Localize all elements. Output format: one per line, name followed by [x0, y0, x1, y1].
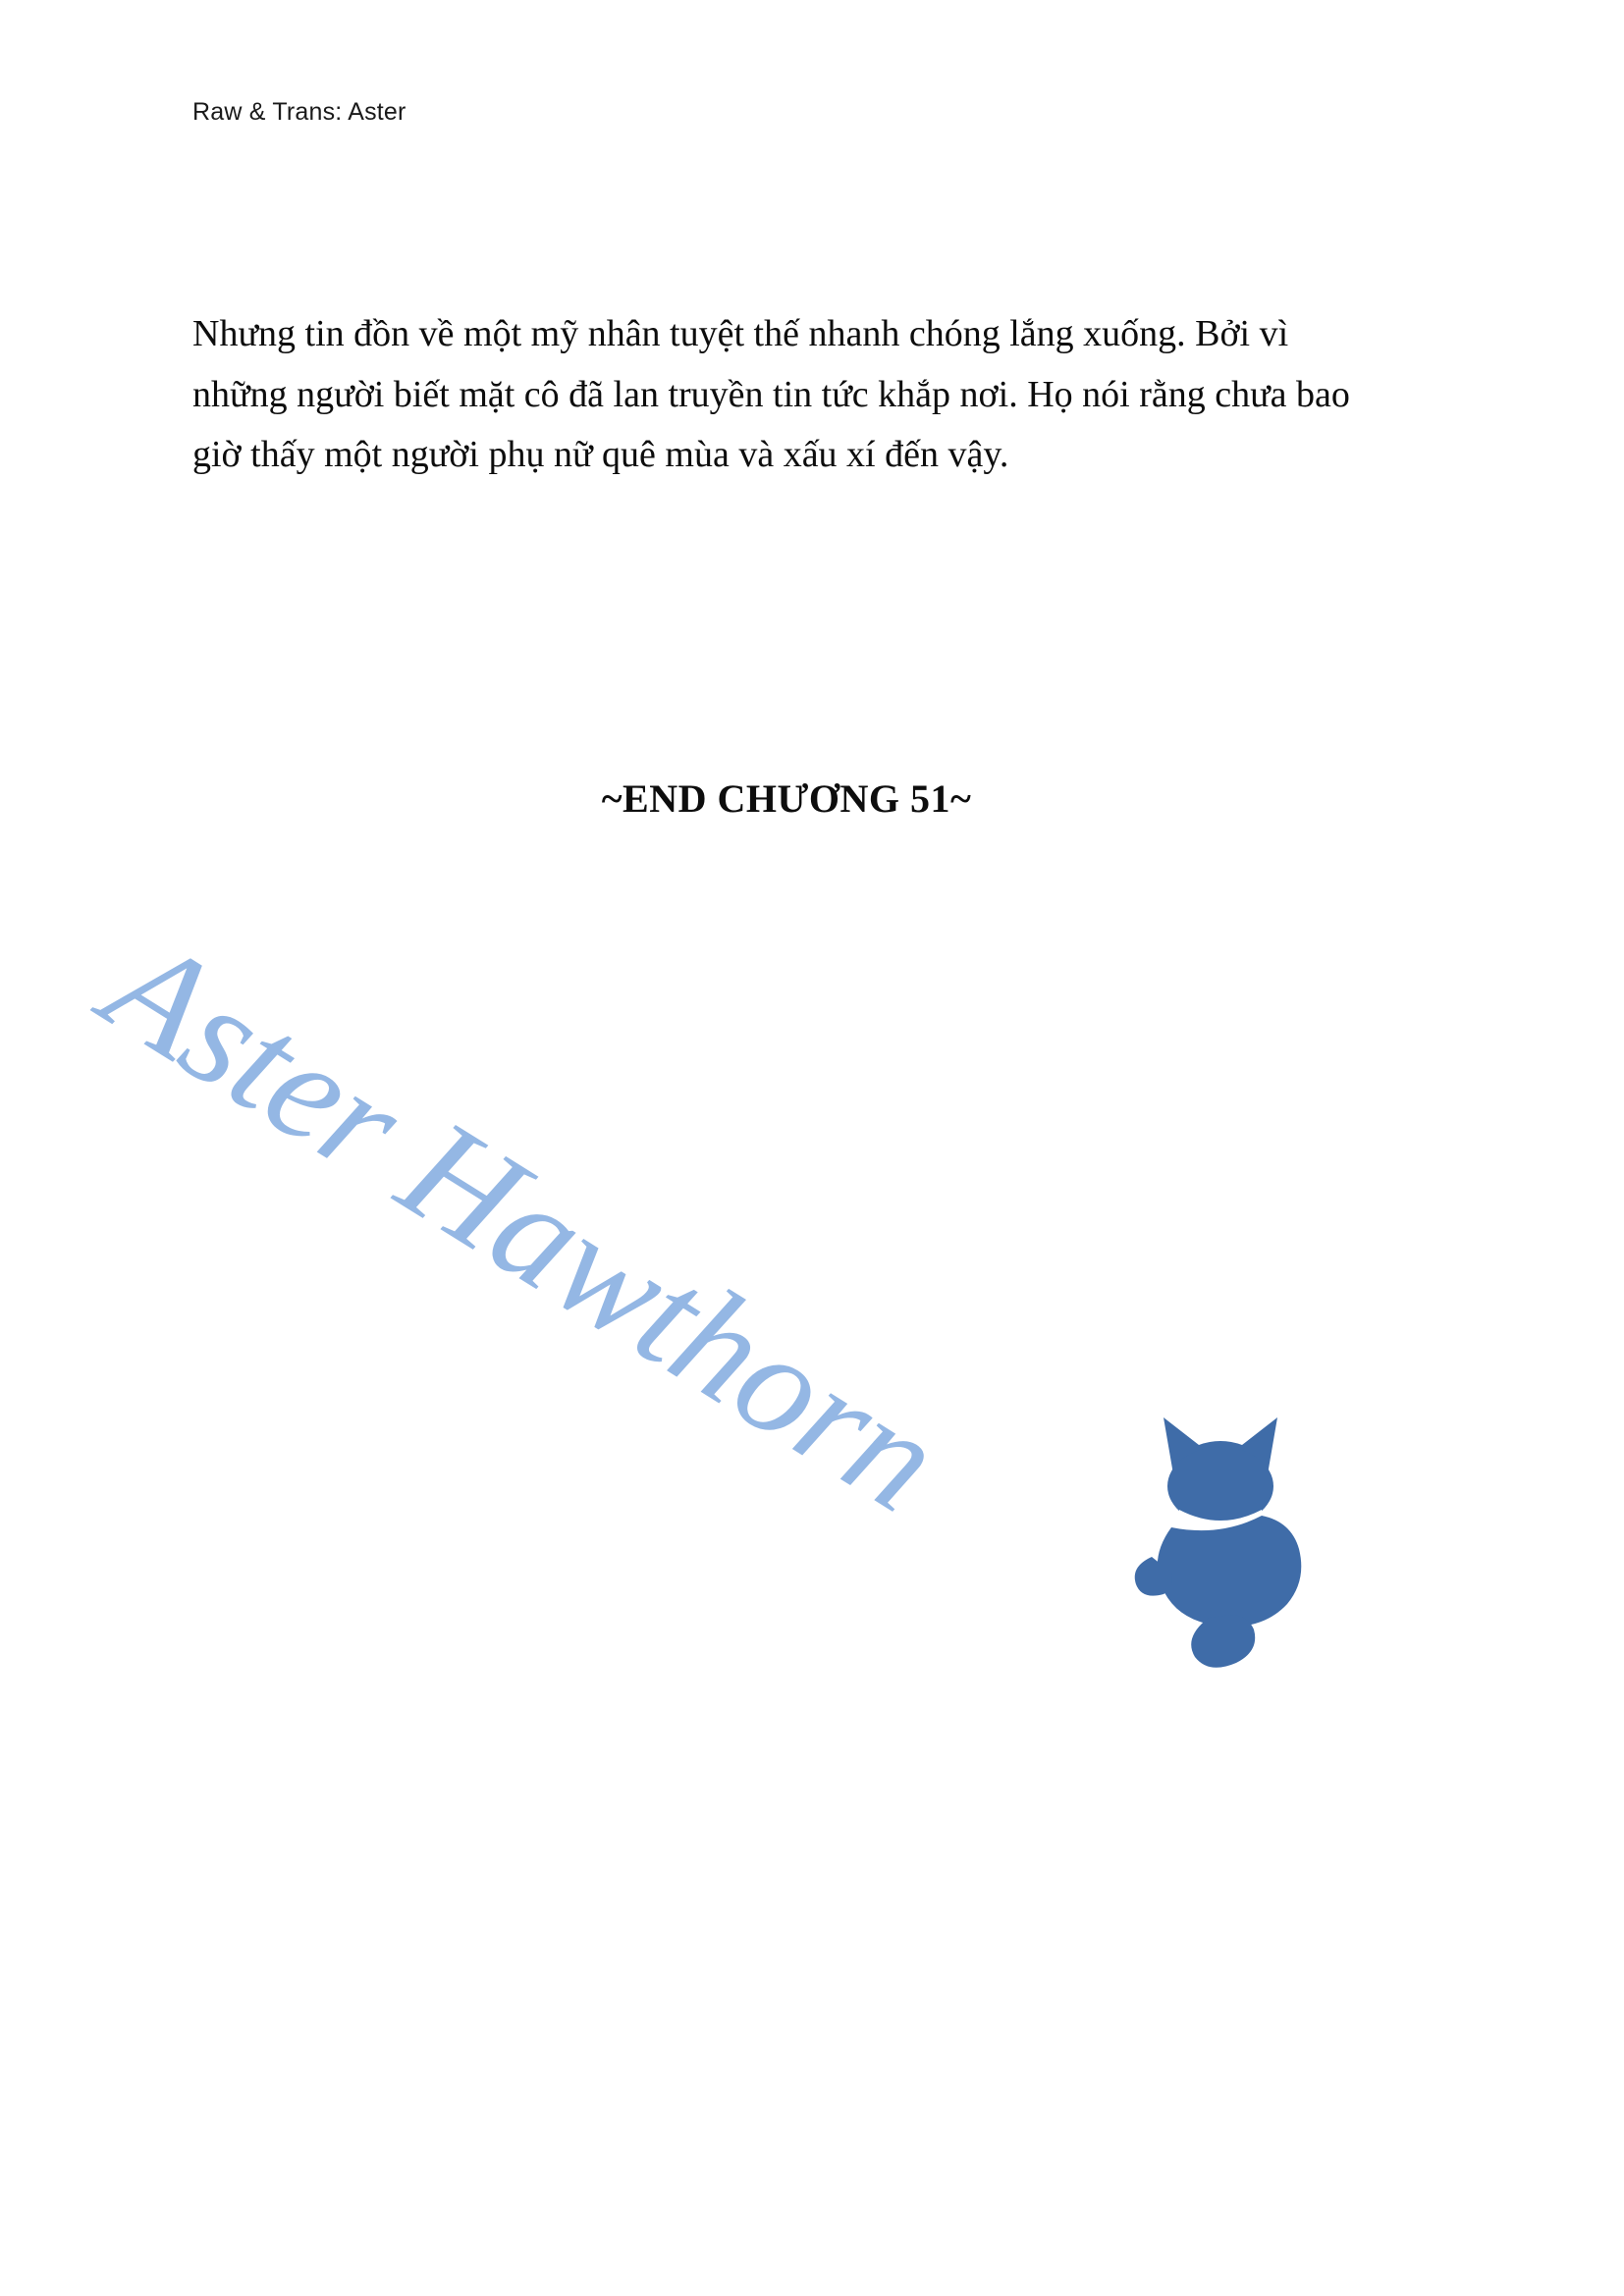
watermark: [80, 589, 1149, 1543]
chapter-end-heading: ~END CHƯƠNG 51~: [601, 776, 972, 821]
page-header-label: Raw & Trans: Aster: [192, 98, 406, 126]
watermark-text: Aster Hawthorn: [80, 903, 968, 1543]
cat-icon: [1114, 1384, 1330, 1669]
body-paragraph: Nhưng tin đồn về một mỹ nhân tuyệt thế nhanh chóng lắng xuống. Bởi vì những người biết mặt cô đã lan truyền tin tức khắp nơi. Họ nói rằng chưa bao giờ thấy một người phụ nữ quê mùa và xấu xí đến vậy.: [192, 313, 1350, 476]
